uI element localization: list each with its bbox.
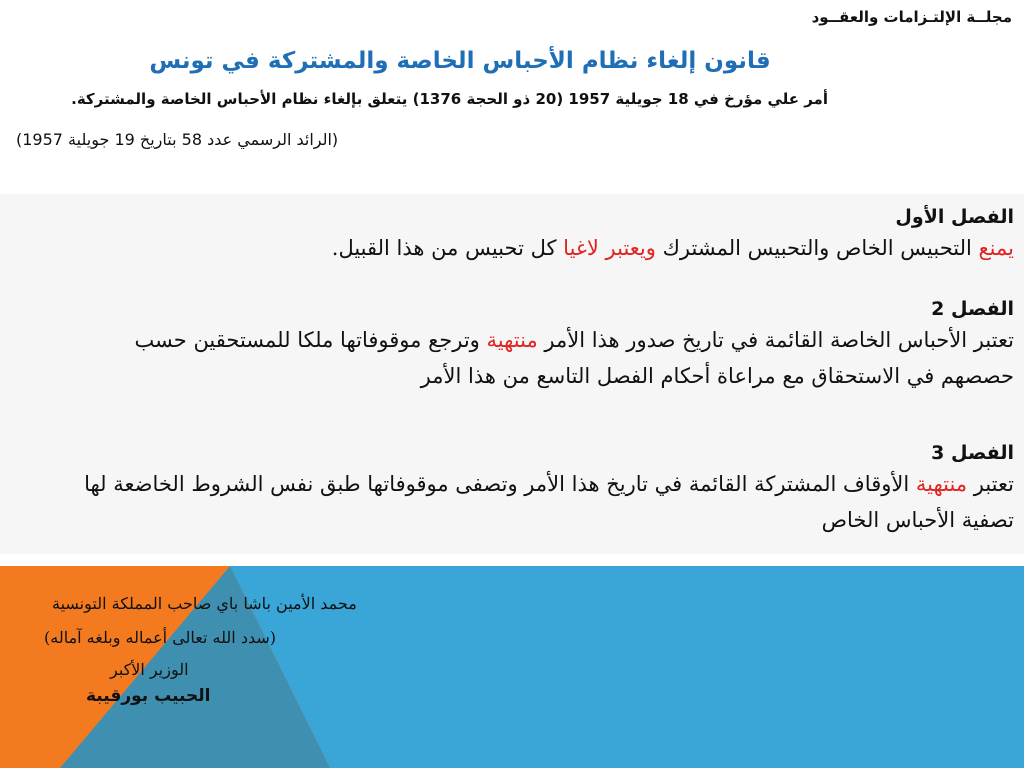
article-text-part: منتهية (486, 328, 538, 352)
article-3 (60, 440, 1014, 538)
article-3-body (60, 466, 1014, 538)
article-text-part: كل تحبيس من هذا القبيل. (331, 236, 564, 260)
article-2-body (60, 322, 1014, 394)
gazette-reference: (الرائد الرسمي عدد 58 بتاريخ 19 جويلية 1957) (16, 130, 339, 149)
law-title: قانون إلغاء نظام الأحباس الخاصة والمشتركة في تونس (149, 48, 771, 74)
article-1-body (60, 230, 1014, 266)
journal-name: مجلــة الإلتـزامات والعقــود (811, 8, 1012, 26)
article-2 (60, 296, 1014, 394)
article-text-part: تعتبر الأحباس الخاصة القائمة في تاريخ صدور هذا الأمر (537, 328, 1014, 352)
article-1-heading: الفصل الأول (895, 206, 1014, 228)
article-text-part: التحبيس الخاص والتحبيس المشترك (655, 236, 979, 260)
signature-blessing: (سدد الله تعالى أعماله وبلغه آماله) (44, 628, 276, 647)
article-text-part: تعتبر (967, 472, 1014, 496)
article-1 (60, 204, 1014, 266)
article-2-heading: الفصل 2 (931, 298, 1014, 320)
signature-bey: محمد الأمين باشا باي صاحب المملكة التونسية (52, 594, 357, 613)
article-text-part: يمنع (978, 236, 1014, 260)
article-text-part: ويعتبر لاغيا (563, 236, 656, 260)
article-text-part: منتهية (915, 472, 968, 496)
article-text-part: وترجع موقوفاتها ملكا للمستحقين حسب حصصهم في الاستحقاق مع مراعاة أحكام الفصل التاسع من هذا الأمر (134, 328, 1014, 388)
article-text-part: الأوقاف المشتركة القائمة في تاريخ هذا الأمر وتصفى موقوفاتها طبق نفس الشروط الخاضعة لها تصفية الأحباس الخاص (84, 472, 1014, 532)
decree-line: أمر علي مؤرخ في 18 جويلية 1957 (20 ذو الحجة 1376) يتعلق بإلغاء نظام الأحباس الخاصة والمشتركة. (71, 90, 828, 108)
article-3-heading: الفصل 3 (931, 442, 1014, 464)
signature-title: الوزير الأكبر (110, 660, 189, 679)
signature-name: الحبيب بورقيبة (86, 686, 211, 706)
